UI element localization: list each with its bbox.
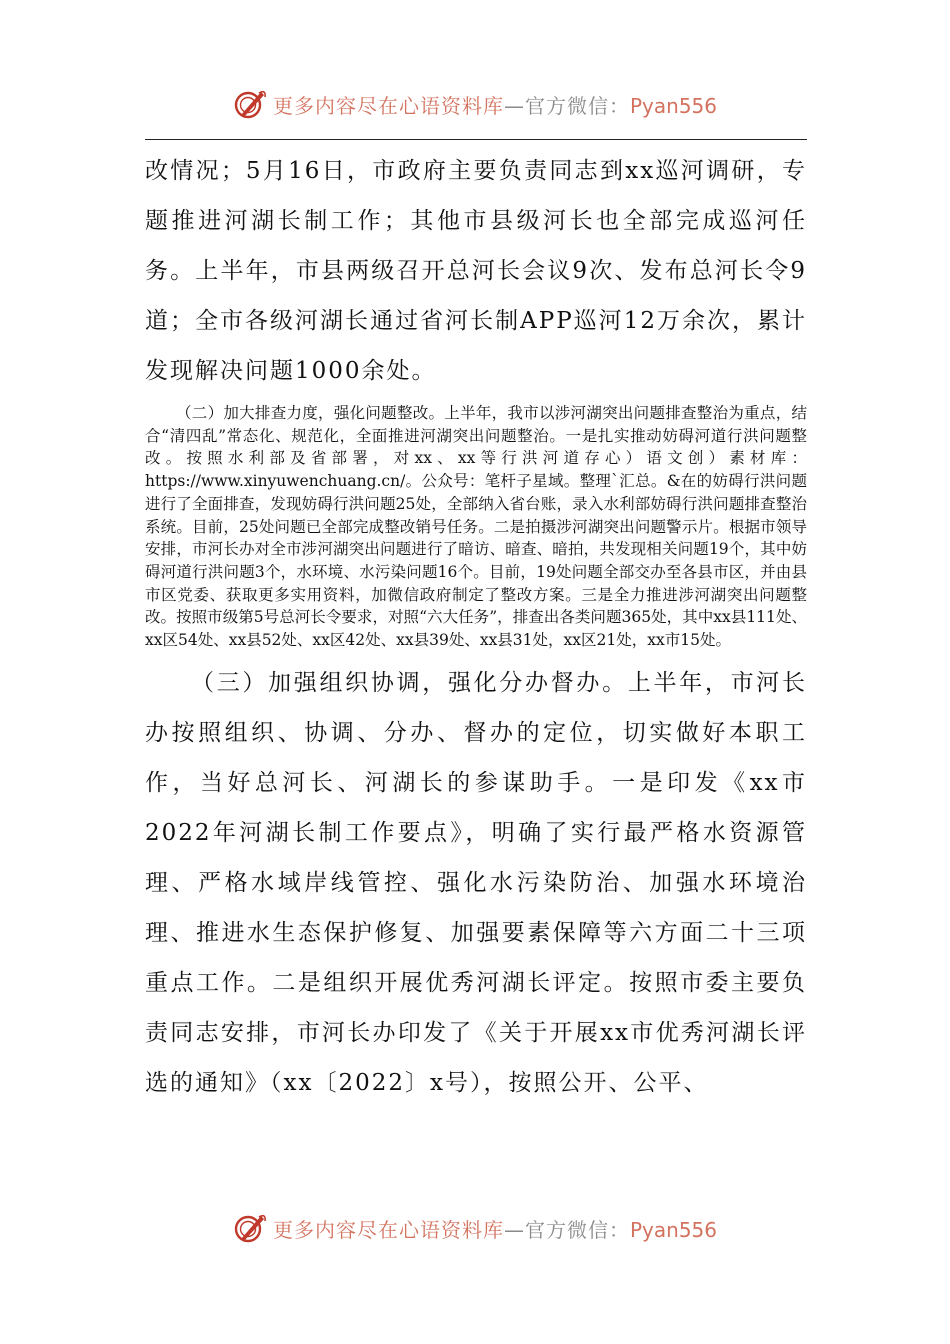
watermark-dash: — (503, 93, 525, 118)
watermark-wechat-id: Pyan556 (629, 93, 717, 118)
paragraph-patrol-status: 改情况；5月16日，市政府主要负责同志到xx巡河调研，专题推进河湖长制工作；其他市县级河长也全部完成巡河任务。上半年，市县两级召开总河长会议9次、发布总河长令9道；全市各级河湖长通过省河长制APP巡河12万余次，累计发现解决问题1000余处。 (145, 158, 807, 384)
watermark-brand: 更多内容尽在心语资料库 (272, 93, 504, 118)
footer-watermark (0, 1208, 950, 1248)
header-divider (145, 139, 807, 140)
watermark-text (273, 90, 717, 119)
quill-pen-badge-icon (233, 1211, 267, 1245)
watermark-dash: — (503, 1217, 525, 1242)
document-body (145, 146, 807, 1108)
watermark-wechat-id: Pyan556 (629, 1217, 717, 1242)
watermark-text (273, 1214, 717, 1243)
watermark-brand: 更多内容尽在心语资料库 (272, 1217, 504, 1242)
header-watermark (0, 84, 950, 124)
watermark-wechat-label: 官方微信： (524, 93, 630, 118)
paragraph-coordination-supervision: （三）加强组织协调，强化分办督办。上半年，市河长办按照组织、协调、分办、督办的定位，切实做好本职工作，当好总河长、河湖长的参谋助手。一是印发《xx市2022年河湖长制工作要点》，明确了实行最严格水资源管理、严格水域岸线管控、强化水污染防治、加强水环境治理、推进水生态保护修复、加强要素保障等六方面二十三项重点工作。二是组织开展优秀河湖长评定。按照市委主要负责同志安排，市河长办印发了《关于开展xx市优秀河湖长评选的通知》（xx〔2022〕x号），按照公开、公平、 (145, 669, 807, 1096)
watermark-wechat-label: 官方微信： (524, 1217, 630, 1242)
paragraph-problem-rectification: （二）加大排查力度，强化问题整改。上半年，我市以涉河湖突出问题排查整治为重点，结合“清四乱”常态化、规范化，全面推进河湖突出问题整治。一是扎实推动妨碍河道行洪问题整改。按照水利部及省部署，对xx、xx等行洪河道存心）语文创）素材库：https://www.xinyuwenchuang.cn/。公众号：笔杆子星域。整理`汇总。&在的妨碍行洪问题进行了全面排查，发现妨碍行洪问题25处，全部纳入省台账，录入水利部妨碍行洪问题排查整治系统。目前，25处问题已全部完成整改销号任务。二是拍摄涉河湖突出问题警示片。根据市领导安排，市河长办对全市涉河湖突出问题进行了暗访、暗查、暗拍，共发现相关问题19个，其中妨碍河道行洪问题3个，水环境、水污染问题16个。目前，19处问题全部交办至各县市区，并由县市区党委、获取更多实用资料，加微信政府制定了整改方案。三是全力推进涉河湖突出问题整改。按照市级第5号总河长令要求，对照“六大任务”，排查出各类问题365处，其中xx县111处、xx区54处、xx县52处、xx区42处、xx县39处、xx县31处，xx区21处，xx市15处。 (145, 404, 807, 650)
quill-pen-badge-icon (233, 87, 267, 121)
